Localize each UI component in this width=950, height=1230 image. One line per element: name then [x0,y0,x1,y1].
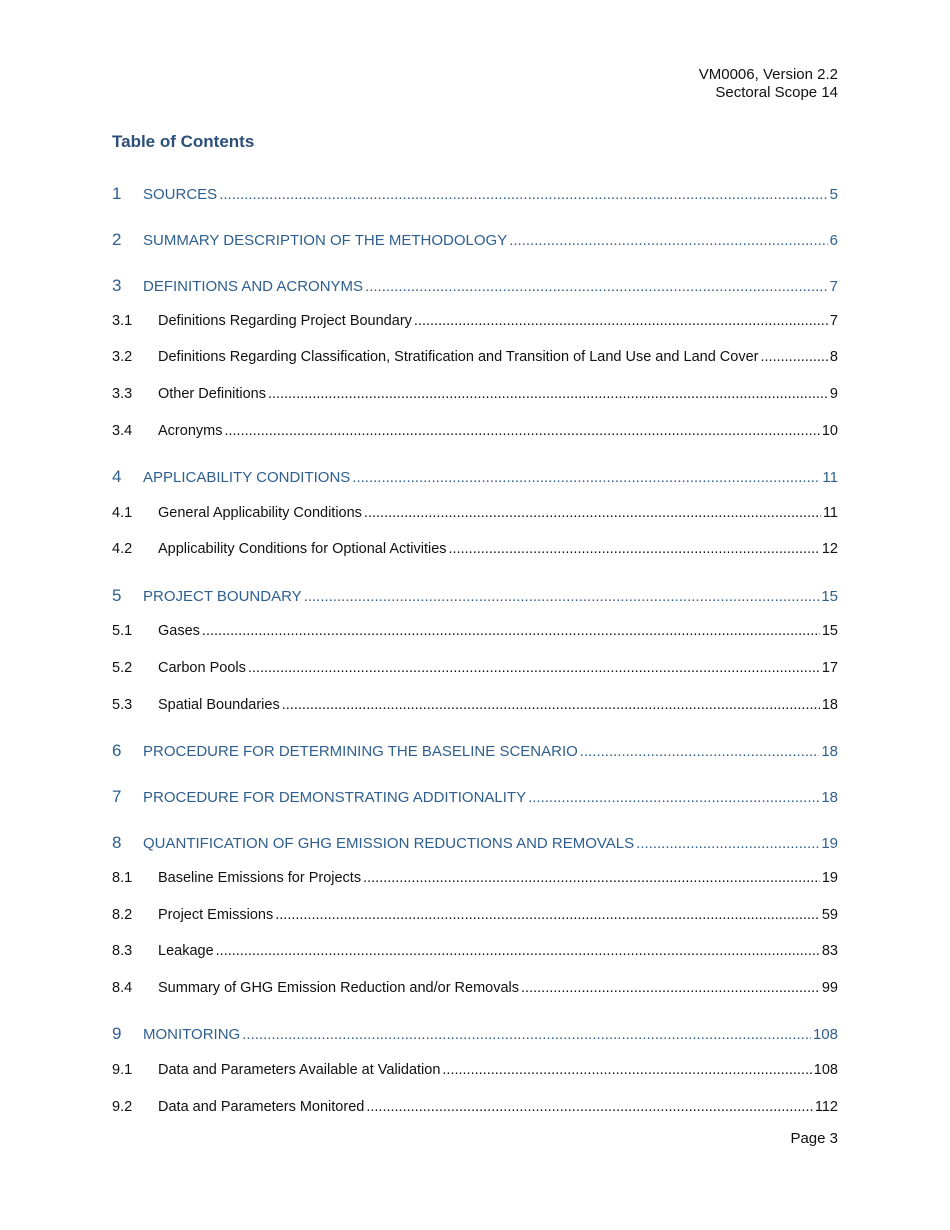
toc-entry-number: 9.2 [112,1099,133,1115]
toc-entry-page: 9 [829,386,838,402]
toc-dot-leader [414,313,828,329]
toc-entry-number: 5 [112,586,122,605]
toc-entry-number: 9 [112,1024,122,1043]
sectoral-scope: Sectoral Scope 14 [715,84,838,101]
toc-subsection-entry[interactable] [112,1099,838,1115]
toc-dot-leader [636,835,819,852]
toc-entry-number: 8.2 [112,907,133,923]
toc-entry-number: 2 [112,230,122,249]
toc-dot-leader [509,232,827,249]
toc-entry-number: 6 [112,741,122,760]
toc-entry-page: 18 [821,743,838,760]
document-header [699,66,838,102]
toc-dot-leader [219,186,827,203]
toc-subsection-entry[interactable] [112,423,838,439]
toc-subsection-entry[interactable] [112,943,838,959]
toc-entry-title: Summary of GHG Emission Reduction and/or Removals [158,980,520,996]
toc-entry-title: PROCEDURE FOR DEMONSTRATING ADDITIONALITY [143,789,527,806]
toc-entry-page: 18 [821,697,838,713]
toc-entry-page: 11 [822,505,838,521]
toc-entry-number: 8.4 [112,980,133,996]
toc-entry-page: 7 [829,278,838,295]
toc-entry-page: 112 [814,1099,838,1115]
toc-entry-title: Leakage [158,943,214,959]
toc-entry-page: 7 [829,313,838,329]
toc-entry-number: 4 [112,467,122,486]
toc-entry-number: 3.2 [112,349,133,365]
toc-dot-leader [224,423,819,439]
toc-entry-title: General Applicability Conditions [158,505,362,521]
toc-dot-leader [363,870,820,886]
toc-entry-number: 4.2 [112,541,133,557]
toc-entry-page: 108 [812,1026,838,1043]
toc-dot-leader [268,386,828,402]
toc-entry-number: 3 [112,276,122,295]
toc-subsection-entry[interactable] [112,697,838,713]
toc-entry-number: 8 [112,833,122,852]
toc-entry-page: 6 [829,232,838,249]
toc-dot-leader [216,943,820,959]
toc-entry-title: Other Definitions [158,386,266,402]
toc-section-entry[interactable] [112,276,838,296]
toc-section-entry[interactable] [112,787,838,807]
toc-entry-number: 3.1 [112,313,133,329]
toc-entry-title: Carbon Pools [158,660,246,676]
toc-entry-title: Definitions Regarding Project Boundary [158,313,412,329]
toc-entry-page: 59 [821,907,838,923]
toc-entry-page: 10 [821,423,838,439]
toc-dot-leader [449,541,820,557]
toc-entry-page: 12 [821,541,838,557]
toc-subsection-entry[interactable] [112,386,838,402]
toc-entry-page: 99 [821,980,838,996]
toc-entry-title: PROCEDURE FOR DETERMINING THE BASELINE SCENARIO [143,743,578,760]
toc-entry-page: 18 [821,789,838,806]
toc-dot-leader [365,278,828,295]
toc-entry-page: 15 [821,623,838,639]
toc-section-entry[interactable] [112,586,838,606]
toc-entry-number: 4.1 [112,505,133,521]
toc-dot-leader [275,907,820,923]
toc-entry-number: 8.1 [112,870,133,886]
toc-entry-title: Data and Parameters Available at Validation [158,1062,441,1078]
toc-subsection-entry[interactable] [112,980,838,996]
toc-entry-number: 5.3 [112,697,133,713]
toc-dot-leader [202,623,820,639]
toc-subsection-entry[interactable] [112,505,838,521]
toc-entry-title: Applicability Conditions for Optional Activities [158,541,447,557]
toc-section-entry[interactable] [112,833,838,853]
toc-entry-title: PROJECT BOUNDARY [143,588,302,605]
toc-section-entry[interactable] [112,467,838,487]
toc-subsection-entry[interactable] [112,349,838,365]
toc-entry-title: Spatial Boundaries [158,697,280,713]
page-number: Page 3 [790,1130,838,1147]
toc-section-entry[interactable] [112,230,838,250]
toc-entry-page: 108 [813,1062,838,1078]
toc-dot-leader [580,743,820,760]
toc-subsection-entry[interactable] [112,313,838,329]
toc-section-entry[interactable] [112,184,838,204]
toc-entry-number: 8.3 [112,943,133,959]
toc-subsection-entry[interactable] [112,660,838,676]
toc-entry-title: Project Emissions [158,907,274,923]
toc-dot-leader [528,789,819,806]
toc-entry-number: 9.1 [112,1062,133,1078]
toc-entry-number: 5.2 [112,660,133,676]
toc-entry-page: 11 [822,469,838,486]
toc-entry-number: 3.3 [112,386,133,402]
toc-entry-title: SOURCES [143,186,218,203]
toc-entry-page: 5 [829,186,838,203]
toc-entry-title: APPLICABILITY CONDITIONS [143,469,351,486]
toc-entry-title: Acronyms [158,423,223,439]
toc-subsection-entry[interactable] [112,623,838,639]
toc-subsection-entry[interactable] [112,907,838,923]
toc-section-entry[interactable] [112,1024,838,1044]
document-id: VM0006, Version 2.2 [698,66,838,83]
toc-entry-number: 3.4 [112,423,133,439]
toc-entry-page: 19 [821,835,838,852]
toc-dot-leader [242,1026,811,1043]
toc-subsection-entry[interactable] [112,541,838,557]
toc-entry-title: Definitions Regarding Classification, Stratification and Transition of Land Use and Land Cover [158,349,759,365]
toc-entry-title: QUANTIFICATION OF GHG EMISSION REDUCTIONS AND REMOVALS [143,835,635,852]
toc-dot-leader [366,1099,813,1115]
toc-dot-leader [282,697,820,713]
toc-entry-page: 19 [821,870,838,886]
toc-entry-page: 83 [821,943,838,959]
toc-entry-title: SUMMARY DESCRIPTION OF THE METHODOLOGY [143,232,508,249]
toc-entry-page: 8 [829,349,838,365]
toc-dot-leader [364,505,821,521]
toc-entry-number: 1 [112,184,122,203]
toc-dot-leader [760,349,827,365]
toc-entry-title: MONITORING [143,1026,241,1043]
toc-entry-title: Gases [158,623,200,639]
toc-entry-page: 17 [821,660,838,676]
toc-entry-title: DEFINITIONS AND ACRONYMS [143,278,364,295]
toc-subsection-entry[interactable] [112,1062,838,1078]
toc-dot-leader [248,660,820,676]
toc-entry-page: 15 [821,588,838,605]
toc-dot-leader [442,1062,811,1078]
toc-dot-leader [521,980,820,996]
toc-entry-title: Baseline Emissions for Projects [158,870,362,886]
toc-subsection-entry[interactable] [112,870,838,886]
toc-entry-title: Data and Parameters Monitored [158,1099,365,1115]
toc-section-entry[interactable] [112,741,838,761]
toc-dot-leader [352,469,820,486]
toc-dot-leader [304,588,820,605]
toc-title: Table of Contents [112,132,255,151]
toc-entry-number: 7 [112,787,122,806]
toc-entry-number: 5.1 [112,623,133,639]
